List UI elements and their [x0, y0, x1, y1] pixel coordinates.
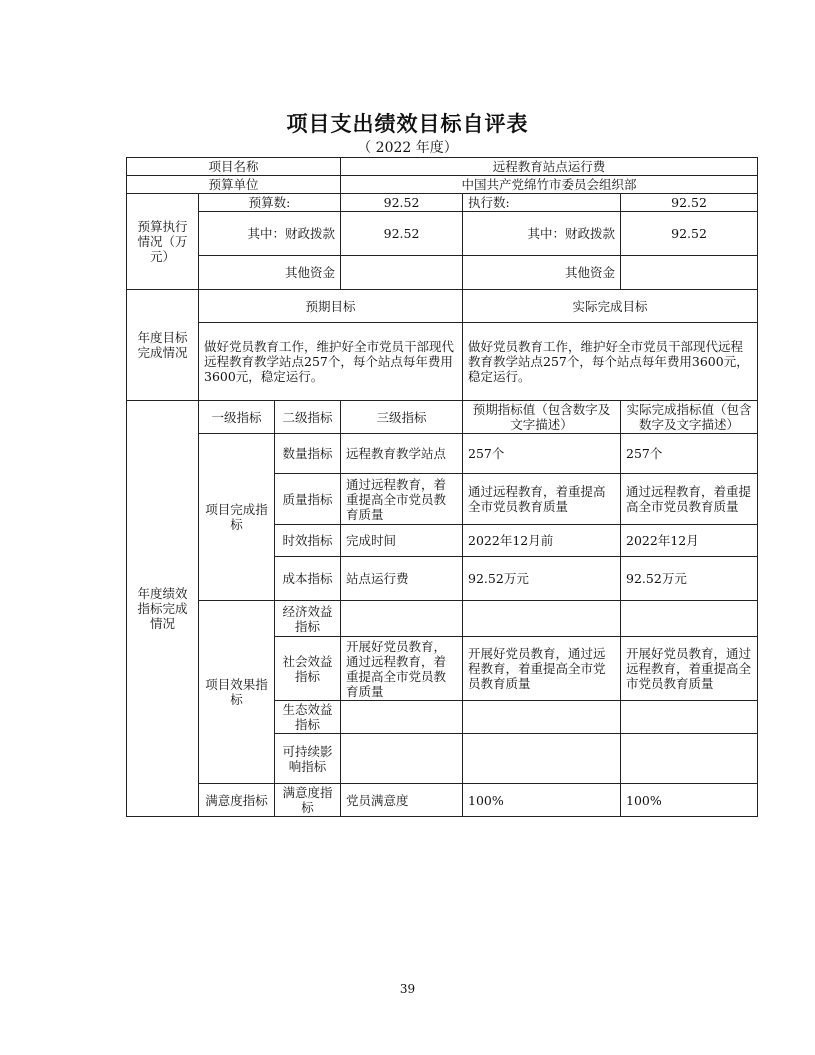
budget-amount-label: 预算数: [199, 194, 341, 212]
level3-cell: 开展好党员教育，通过远程教育，着重提高全市党员教育质量 [341, 637, 463, 701]
level2-cell: 数量指标 [275, 434, 341, 474]
fiscal-allocation-budget: 92.52 [341, 212, 463, 256]
other-funds-label: 其他资金 [199, 256, 341, 290]
actual-cell [621, 701, 758, 734]
expected-cell: 257个 [463, 434, 621, 474]
project-name-value: 远程教育站点运行费 [341, 158, 758, 176]
level3-cell [341, 701, 463, 734]
level2-cell: 生态效益指标 [275, 701, 341, 734]
fiscal-allocation-label: 其中：财政拨款 [199, 212, 341, 256]
executed-amount-value: 92.52 [621, 194, 758, 212]
actual-cell: 通过远程教育，着重提高全市党员教育质量 [621, 474, 758, 525]
table-row [127, 784, 758, 817]
level3-cell: 远程教育教学站点 [341, 434, 463, 474]
other-funds-exec [621, 256, 758, 290]
budget-unit-label: 预算单位 [127, 176, 341, 194]
level2-cell: 社会效益指标 [275, 637, 341, 701]
fiscal-year: （ 2022 年度） [357, 140, 458, 156]
level2-cell: 时效指标 [275, 525, 341, 557]
actual-cell: 257个 [621, 434, 758, 474]
performance-table [126, 157, 758, 817]
level2-cell: 经济效益指标 [275, 601, 341, 637]
actual-cell: 2022年12月 [621, 525, 758, 557]
level3-cell: 完成时间 [341, 525, 463, 557]
expected-cell: 100% [463, 784, 621, 817]
actual-cell: 100% [621, 784, 758, 817]
expected-cell: 开展好党员教育，通过远程教育，着重提高全市党员教育质量 [463, 637, 621, 701]
budget-section-label: 预算执行情况（万元） [127, 194, 199, 290]
document-title: 项目支出绩效目标自评表 [286, 112, 529, 136]
other-funds-budget [341, 256, 463, 290]
actual-cell [621, 734, 758, 784]
header-level3: 三级指标 [341, 401, 463, 434]
level2-cell: 质量指标 [275, 474, 341, 525]
budget-unit-value: 中国共产党绵竹市委员会组织部 [341, 176, 758, 194]
level3-cell: 通过远程教育，着重提高全市党员教育质量 [341, 474, 463, 525]
actual-goal-label: 实际完成目标 [463, 290, 758, 323]
executed-amount-label: 执行数: [463, 194, 621, 212]
level3-cell: 站点运行费 [341, 557, 463, 601]
fiscal-allocation-exec: 92.52 [621, 212, 758, 256]
header-level2: 二级指标 [275, 401, 341, 434]
header-level1: 一级指标 [199, 401, 275, 434]
level3-cell [341, 734, 463, 784]
level2-cell: 成本指标 [275, 557, 341, 601]
level3-cell [341, 601, 463, 637]
fiscal-allocation-exec-label: 其中：财政拨款 [463, 212, 621, 256]
table-row [127, 601, 758, 637]
header-actual: 实际完成指标值（包含数字及文字描述） [621, 401, 758, 434]
other-funds-exec-label: 其他资金 [463, 256, 621, 290]
table-row [127, 434, 758, 474]
actual-cell: 92.52万元 [621, 557, 758, 601]
level2-cell: 满意度指标 [275, 784, 341, 817]
group-satisfaction: 满意度指标 [199, 784, 275, 817]
actual-goal-text: 做好党员教育工作，维护好全市党员干部现代远程教育教学站点257个，每个站点每年费用3600元，稳定运行。 [463, 323, 758, 401]
header-expected: 预期指标值（包含数字及文字描述） [463, 401, 621, 434]
level2-cell: 可持续影响指标 [275, 734, 341, 784]
annual-goal-section-label: 年度目标完成情况 [127, 290, 199, 401]
budget-amount-value: 92.52 [341, 194, 463, 212]
expected-cell: 通过远程教育，着重提高全市党员教育质量 [463, 474, 621, 525]
expected-cell: 2022年12月前 [463, 525, 621, 557]
indicator-section-label: 年度绩效指标完成情况 [127, 401, 199, 817]
level3-cell: 党员满意度 [341, 784, 463, 817]
expected-goal-text: 做好党员教育工作，维护好全市党员干部现代远程教育教学站点257个，每个站点每年费用3600元，稳定运行。 [199, 323, 463, 401]
expected-cell [463, 734, 621, 784]
expected-cell: 92.52万元 [463, 557, 621, 601]
actual-cell [621, 601, 758, 637]
actual-cell: 开展好党员教育，通过远程教育，着重提高全市党员教育质量 [621, 637, 758, 701]
expected-cell [463, 601, 621, 637]
expected-cell [463, 701, 621, 734]
expected-goal-label: 预期目标 [199, 290, 463, 323]
project-name-label: 项目名称 [127, 158, 341, 176]
page-number: 39 [399, 982, 416, 996]
group-project-completion: 项目完成指标 [199, 434, 275, 601]
group-project-effect: 项目效果指标 [199, 601, 275, 784]
